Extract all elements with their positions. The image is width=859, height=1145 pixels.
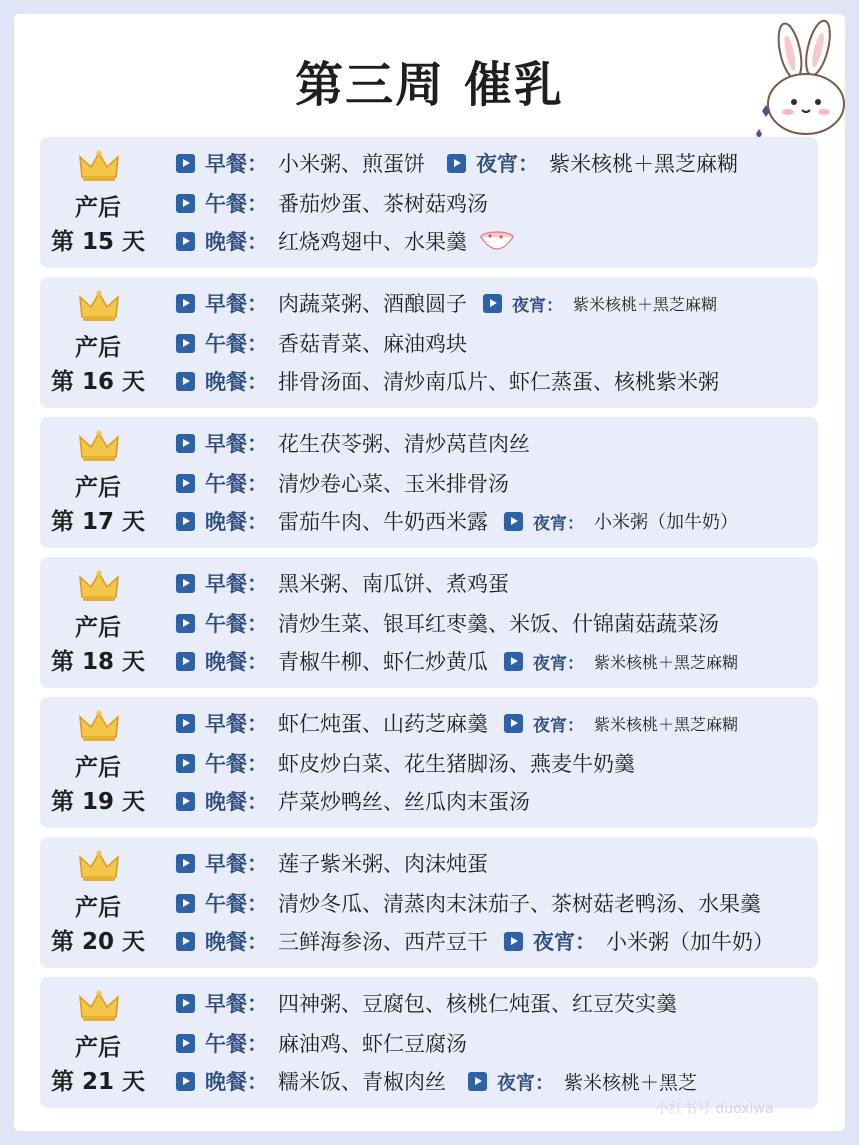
meal-label: 午餐： xyxy=(205,892,268,916)
dinner-row xyxy=(176,226,816,256)
meal-food: 虾仁炖蛋、山药芝麻羹 xyxy=(278,712,488,736)
meal-label: 早餐： xyxy=(205,992,268,1016)
day-number: 第 20 天 xyxy=(50,929,146,955)
snack-label: 夜宵： xyxy=(533,715,584,736)
meal-food: 排骨汤面、清炒南瓜片、虾仁蒸蛋、核桃紫米粥 xyxy=(278,370,719,394)
snack-label: 夜宵： xyxy=(533,653,584,674)
day-card-17 xyxy=(40,417,818,548)
page-title: 第三周 催乳 xyxy=(295,57,564,113)
meal-food: 黑米粥、南瓜饼、煮鸡蛋 xyxy=(278,572,509,596)
meal-label: 午餐： xyxy=(205,752,268,776)
play-icon xyxy=(447,154,466,173)
play-icon xyxy=(176,1072,195,1091)
snack-label: 夜宵： xyxy=(512,295,563,316)
day-label xyxy=(40,837,156,968)
meal-food: 虾皮炒白菜、花生猪脚汤、燕麦牛奶羹 xyxy=(278,752,635,776)
crown-icon xyxy=(78,849,120,883)
day-card-16 xyxy=(40,277,818,408)
play-icon xyxy=(176,294,195,313)
lunch-row xyxy=(176,1028,816,1058)
snack-label: 夜宵： xyxy=(497,1071,555,1094)
breakfast-row xyxy=(176,288,816,318)
day-number: 第 16 天 xyxy=(50,369,146,395)
meal-label: 午餐： xyxy=(205,472,268,496)
snack-food: 紫米核桃＋黑芝麻糊 xyxy=(549,152,738,176)
dinner-row xyxy=(176,506,816,536)
play-icon xyxy=(176,434,195,453)
breakfast-row xyxy=(176,568,816,598)
meal-food: 四神粥、豆腐包、核桃仁炖蛋、红豆芡实羹 xyxy=(278,992,677,1016)
snack-food: 紫米核桃＋黑芝 xyxy=(564,1071,698,1094)
meal-label: 午餐： xyxy=(205,1032,268,1056)
play-icon xyxy=(176,512,195,531)
dinner-row xyxy=(176,786,816,816)
meal-label: 午餐： xyxy=(205,332,268,356)
meal-label: 晚餐： xyxy=(205,790,268,814)
play-icon xyxy=(176,474,195,493)
crown-icon xyxy=(78,709,120,743)
day-line1: 产后 xyxy=(75,475,121,501)
meal-food: 红烧鸡翅中、水果羹 xyxy=(278,230,467,254)
day-line1: 产后 xyxy=(75,755,121,781)
meal-label: 晚餐： xyxy=(205,650,268,674)
breakfast-row xyxy=(176,988,816,1018)
play-icon xyxy=(176,574,195,593)
meal-food: 清炒冬瓜、清蒸肉末沫茄子、茶树菇老鸭汤、水果羹 xyxy=(278,892,761,916)
lunch-row xyxy=(176,328,816,358)
meal-label: 午餐： xyxy=(205,192,268,216)
play-icon xyxy=(176,1034,195,1053)
meal-food: 三鲜海参汤、西芹豆干 xyxy=(278,930,488,954)
day-card-19 xyxy=(40,697,818,828)
meal-food: 清炒生菜、银耳红枣羹、米饭、什锦菌菇蔬菜汤 xyxy=(278,612,719,636)
meal-label: 晚餐： xyxy=(205,1070,268,1094)
lunch-row xyxy=(176,888,816,918)
meal-label: 早餐： xyxy=(205,292,268,316)
lunch-row xyxy=(176,188,816,218)
day-card-21 xyxy=(40,977,818,1108)
crown-icon xyxy=(78,989,120,1023)
play-icon xyxy=(468,1072,487,1091)
day-label xyxy=(40,977,156,1108)
day-card-15 xyxy=(40,137,818,268)
meal-food: 花生茯苓粥、清炒莴苣肉丝 xyxy=(278,432,530,456)
day-number: 第 21 天 xyxy=(50,1069,146,1095)
meal-food: 芹菜炒鸭丝、丝瓜肉末蛋汤 xyxy=(278,790,530,814)
play-icon xyxy=(176,932,195,951)
day-number: 第 18 天 xyxy=(50,649,146,675)
meal-label: 早餐： xyxy=(205,432,268,456)
play-icon xyxy=(504,932,523,951)
day-label xyxy=(40,417,156,548)
play-icon xyxy=(504,652,523,671)
lunch-row xyxy=(176,468,816,498)
meal-food: 糯米饭、青椒肉丝 xyxy=(278,1070,446,1094)
day-number: 第 19 天 xyxy=(50,789,146,815)
play-icon xyxy=(176,652,195,671)
crown-icon xyxy=(78,569,120,603)
dinner-row xyxy=(176,926,816,956)
day-card-20 xyxy=(40,837,818,968)
play-icon xyxy=(176,334,195,353)
meal-food: 青椒牛柳、虾仁炒黄瓜 xyxy=(278,650,488,674)
play-icon xyxy=(176,792,195,811)
day-label xyxy=(40,697,156,828)
snack-food: 小米粥（加牛奶） xyxy=(594,512,738,533)
crown-icon xyxy=(78,289,120,323)
snack-food: 紫米核桃＋黑芝麻糊 xyxy=(594,652,739,672)
meal-food: 清炒卷心菜、玉米排骨汤 xyxy=(278,472,509,496)
play-icon xyxy=(483,294,502,313)
day-line1: 产后 xyxy=(75,335,121,361)
meal-food: 香菇青菜、麻油鸡块 xyxy=(278,332,467,356)
meal-food: 麻油鸡、虾仁豆腐汤 xyxy=(278,1032,467,1056)
breakfast-row xyxy=(176,428,816,458)
meal-food: 肉蔬菜粥、酒酿圆子 xyxy=(278,292,467,316)
dinner-row xyxy=(176,366,816,396)
meal-label: 早餐： xyxy=(205,852,268,876)
meal-label: 早餐： xyxy=(205,712,268,736)
day-line1: 产后 xyxy=(75,1035,121,1061)
lunch-row xyxy=(176,608,816,638)
bunny-sticker xyxy=(752,16,852,146)
meal-food: 小米粥、煎蛋饼 xyxy=(278,152,425,176)
play-icon xyxy=(504,512,523,531)
play-icon xyxy=(176,894,195,913)
play-icon xyxy=(176,232,195,251)
day-number: 第 15 天 xyxy=(50,229,146,255)
snack-food: 小米粥（加牛奶） xyxy=(606,930,774,954)
play-icon xyxy=(176,754,195,773)
dinner-row xyxy=(176,1066,816,1096)
play-icon xyxy=(504,714,523,733)
breakfast-row xyxy=(176,848,816,878)
breakfast-row xyxy=(176,148,816,178)
lunch-row xyxy=(176,748,816,778)
meal-label: 晚餐： xyxy=(205,510,268,534)
day-card-18 xyxy=(40,557,818,688)
meal-label: 晚餐： xyxy=(205,230,268,254)
play-icon xyxy=(176,714,195,733)
snack-label: 夜宵： xyxy=(533,930,596,954)
bowl-icon xyxy=(479,229,515,253)
play-icon xyxy=(176,154,195,173)
play-icon xyxy=(176,854,195,873)
play-icon xyxy=(176,194,195,213)
meal-food: 番茄炒蛋、茶树菇鸡汤 xyxy=(278,192,488,216)
meal-food: 雷茄牛肉、牛奶西米露 xyxy=(278,510,488,534)
meal-label: 晚餐： xyxy=(205,370,268,394)
meal-food: 莲子紫米粥、肉沫炖蛋 xyxy=(278,852,488,876)
day-line1: 产后 xyxy=(75,895,121,921)
dinner-row xyxy=(176,646,816,676)
day-line1: 产后 xyxy=(75,615,121,641)
day-label xyxy=(40,277,156,408)
day-label xyxy=(40,137,156,268)
play-icon xyxy=(176,994,195,1013)
snack-food: 紫米核桃＋黑芝麻糊 xyxy=(573,294,718,314)
snack-label: 夜宵： xyxy=(476,152,539,176)
watermark: 小红书号 duoxiwa xyxy=(655,1101,774,1117)
play-icon xyxy=(176,372,195,391)
day-label xyxy=(40,557,156,688)
crown-icon xyxy=(78,149,120,183)
meal-label: 晚餐： xyxy=(205,930,268,954)
play-icon xyxy=(176,614,195,633)
day-line1: 产后 xyxy=(75,195,121,221)
meal-label: 早餐： xyxy=(205,152,268,176)
breakfast-row xyxy=(176,708,816,738)
snack-label: 夜宵： xyxy=(533,513,584,534)
meal-label: 午餐： xyxy=(205,612,268,636)
snack-food: 紫米核桃＋黑芝麻糊 xyxy=(594,714,739,734)
meal-label: 早餐： xyxy=(205,572,268,596)
crown-icon xyxy=(78,429,120,463)
day-number: 第 17 天 xyxy=(50,509,146,535)
